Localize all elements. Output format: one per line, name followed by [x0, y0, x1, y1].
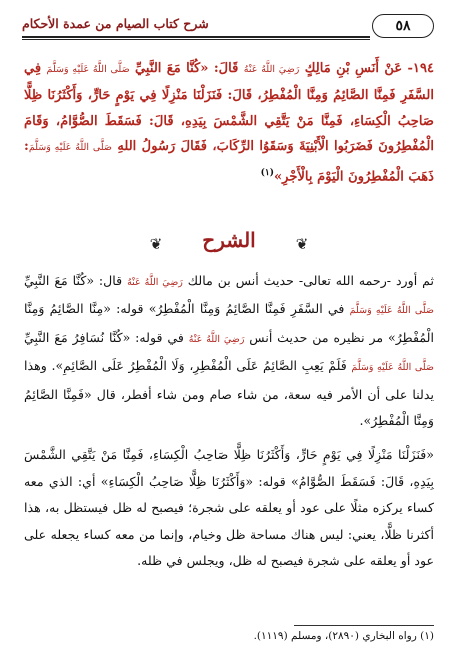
honorific: رَضِيَ اللَّهُ عَنْهُ [243, 64, 300, 75]
honorific: صَلَّى اللَّهُ عَلَيْهِ وَسَلَّمَ [351, 362, 434, 374]
commentary [24, 268, 434, 582]
section-title: الشرح [202, 228, 256, 252]
honorific: صَلَّى اللَّهُ عَلَيْهِ وَسَلَّمَ [349, 305, 434, 317]
commentary-paragraph [24, 268, 434, 434]
honorific: صَلَّى اللَّهُ عَلَيْهِ وَسَلَّمَ [28, 142, 112, 154]
text-segment: قال: «كُنَّا مَعَ النَّبِيِّ [24, 273, 128, 288]
hadith-text-segment: : ذَهَبَ الْمُفْطِرُونَ الْيَوْمَ بِالْأَجْرِ» [24, 139, 434, 185]
page-header [22, 14, 436, 40]
footnote-reference[interactable]: (١) [260, 168, 274, 179]
header-rule-thin [22, 39, 370, 40]
hadith-text-segment: فِي السَّفَرِ فَمِنَّا الصَّائِمُ وَمِنَّا الْمُفْطِرُ، قَالَ: فَنَزَلْنَا مَنْزِلًا فِي يَوْمٍ حَارٍّ، وَأَكْثَرُنَا ظِلًّا صَاحِبُ الْكِسَاءِ، فَمِنَّا مَنْ يَتَّقِي الشَّمْسَ بِيَدِهِ، قَالَ: فَسَقَطَ الصُّوَّامُ، وَقَامَ الْمُفْطِرُونَ فَضَرَبُوا الْأَبْنِيَةَ وَسَقَوُا الرِّكَابَ، فَقَالَ رَسُولُ اللهِ [24, 61, 434, 155]
hadith-text [24, 56, 434, 190]
running-title: شرح كتاب الصيام من عمدة الأحكام [22, 16, 209, 31]
text-segment: ثم أورد -رحمه الله تعالى- حديث أنس بن مالك [182, 273, 435, 288]
section-heading [0, 228, 458, 258]
honorific: صَلَّى اللَّهُ عَلَيْهِ وَسَلَّمَ [46, 64, 130, 75]
header-rule-thick [22, 36, 370, 38]
ornament-icon: ❦ [149, 235, 163, 253]
footnote: (١) رواه البخاري (٢٨٩٠)، ومسلم (١١١٩). [253, 630, 434, 642]
text-segment: في السَّفَرِ فَمِنَّا الصَّائِمُ وَمِنَّا الْمُفْطِرُ» قوله: «مِنَّا الصَّائِمُ وَمِنَّا الْمُفْطِرُ» مر نظيره من حديث أنس [24, 301, 434, 345]
footnote-divider [294, 625, 434, 626]
hadith-number-and-narrator: ١٩٤- عَنْ أَنَسِ بْنِ مَالِكٍ [299, 61, 435, 76]
hadith-text-segment: قَالَ: «كُنَّا مَعَ النَّبِيِّ [129, 61, 244, 76]
text-segment: في قوله: «كُنَّا نُسَافِرُ مَعَ النَّبِيِّ [24, 329, 189, 345]
commentary-paragraph: «فَنَزَلْنَا مَنْزِلًا فِي يَوْمٍ حَارٍّ، وَأَكْثَرُنَا ظِلًّا صَاحِبُ الْكِسَاءِ، فَمِنَّا مَنْ يَتَّقِي الشَّمْسَ بِيَدِهِ، قَالَ: فَسَقَطَ الصُّوَّامُ» قوله: «وَأَكْثَرُنَا ظِلًّا صَاحِبُ الْكِسَاءِ» أي: الذي معه كساء يركزه مثلًا على عود أو يعلقه على شجرة؛ فيصبح له ظل فيستظل به، هذا أكثرنا ظلًّا، يعني: ليس هناك مساحة ظل وخيام، وإنما من معه كساء يجعله على عود أو يعلقه على شجرة فيصبح له ظل، ويجلس في ظله. [24, 447, 434, 569]
honorific: رَضِيَ اللَّهُ عَنْهُ [188, 333, 245, 345]
text-segment: فَلَمْ يَعِبِ الصَّائِمُ عَلَى الْمُفْطِرِ، وَلَا الْمُفْطِرُ عَلَى الصَّائِمِ». وهذا يدلنا على أن الأمر فيه سعة، من شاء صام ومن شاء أفطر، قال «فَمِنَّا الصَّائِمُ وَمِنَّا الْمُفْطِرُ». [24, 358, 434, 429]
page-number-badge: ٥٨ [372, 14, 434, 38]
honorific: رَضِيَ اللَّهُ عَنْهُ [127, 277, 183, 288]
hadith-paragraph [24, 56, 434, 190]
ornament-icon: ❦ [295, 235, 309, 253]
